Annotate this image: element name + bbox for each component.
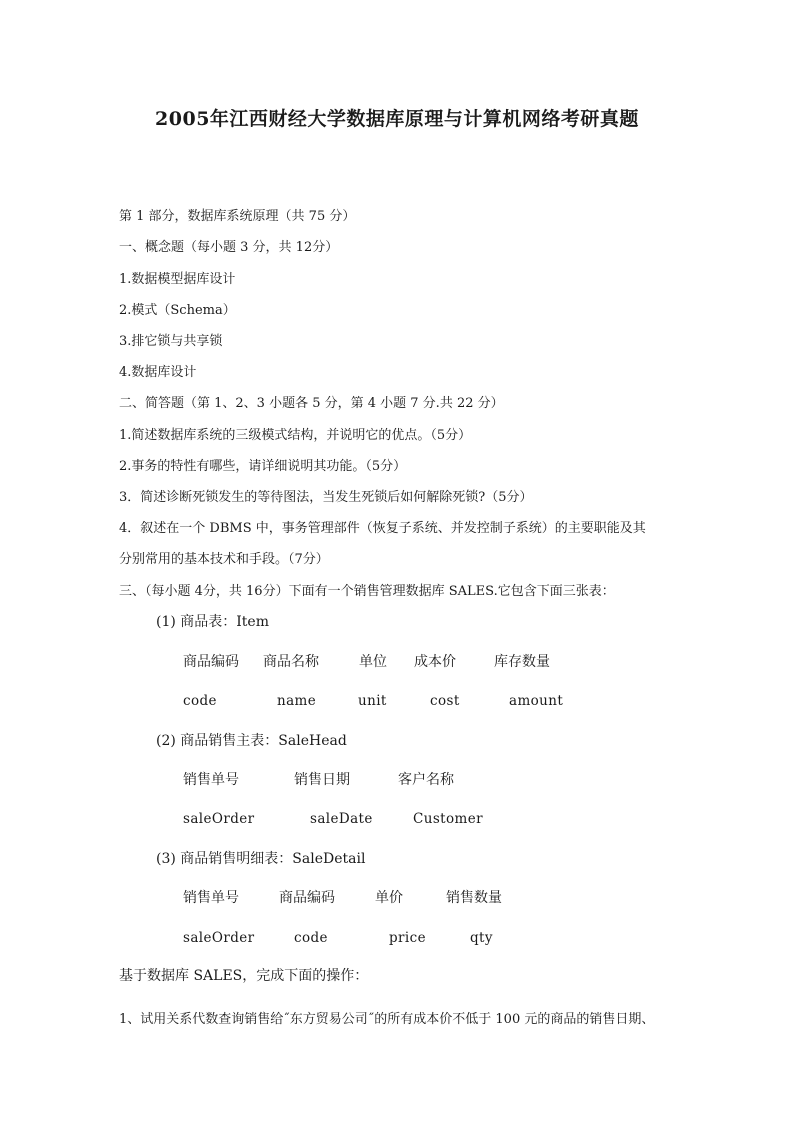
table1-label: 成本价 [414, 654, 456, 670]
table2-field: Customer [413, 811, 483, 827]
table1-field: code [183, 693, 217, 709]
table2-caption: (2) 商品销售主表：SaleHead [156, 733, 347, 749]
sec1-item-4: 4.数据库设计 [119, 365, 197, 380]
table3-field: qty [470, 930, 493, 946]
table2-label: 客户名称 [398, 772, 454, 788]
table3-label: 销售数量 [446, 890, 502, 906]
sec2-item-3: 3．简述诊断死锁发生的等待图法，当发生死锁后如何解除死锁?（5分） [119, 490, 533, 505]
sec1-heading: 一、概念题（每小题 3 分，共 12分） [119, 240, 339, 255]
table3-label: 商品编码 [279, 890, 335, 906]
sec3-question-1: 1、试用关系代数查询销售给˝东方贸易公司˝的所有成本价不低于 100 元的商品的销售日期、 [119, 1012, 655, 1027]
table2-field: saleDate [310, 811, 373, 827]
table3-field: saleOrder [183, 930, 255, 946]
table3-label: 销售单号 [183, 890, 239, 906]
table1-field: unit [358, 693, 387, 709]
sec3-heading: 三、（每小题 4分，共 16分）下面有一个销售管理数据库 SALES.它包含下面三张表： [119, 584, 615, 599]
sec1-item-2: 2.模式（Schema） [119, 303, 236, 318]
table3-field: price [389, 930, 426, 946]
table3-label: 单价 [375, 890, 403, 906]
sec1-item-1: 1.数据模型据库设计 [119, 272, 236, 287]
table1-label: 单位 [359, 654, 387, 670]
sec2-item-2: 2.事务的特性有哪些，请详细说明其功能。（5分） [119, 459, 407, 474]
table1-field: amount [509, 693, 564, 709]
table3-field: code [294, 930, 328, 946]
sec2-item-4-cont: 分别常用的基本技术和手段。（7分） [119, 552, 329, 567]
table1-caption: (1) 商品表：Item [156, 614, 269, 630]
table1-label: 库存数量 [494, 654, 550, 670]
table2-field: saleOrder [183, 811, 255, 827]
table1-field: name [277, 693, 317, 709]
table1-field: cost [430, 693, 460, 709]
part1-heading: 第 1 部分，数据库系统原理（共 75 分） [119, 209, 356, 224]
sec1-item-3: 3.排它锁与共享锁 [119, 334, 223, 349]
page-title: 2005年江西财经大学数据库原理与计算机网络考研真题 [155, 108, 639, 130]
sec3-intro: 基于数据库 SALES，完成下面的操作： [119, 968, 369, 984]
table2-label: 销售日期 [294, 772, 350, 788]
table2-label: 销售单号 [183, 772, 239, 788]
sec2-item-1: 1.简述数据库系统的三级模式结构，并说明它的优点。（5分） [119, 428, 472, 443]
sec2-item-4: 4．叙述在一个 DBMS 中，事务管理部件（恢复子系统、并发控制子系统）的主要职能及其 [119, 521, 646, 536]
sec2-heading: 二、简答题（第 1、2、3 小题各 5 分，第 4 小题 7 分.共 22 分） [119, 396, 504, 411]
table1-label: 商品编码 [183, 654, 239, 670]
table3-caption: (3) 商品销售明细表：SaleDetail [156, 851, 366, 867]
table1-label: 商品名称 [263, 654, 319, 670]
